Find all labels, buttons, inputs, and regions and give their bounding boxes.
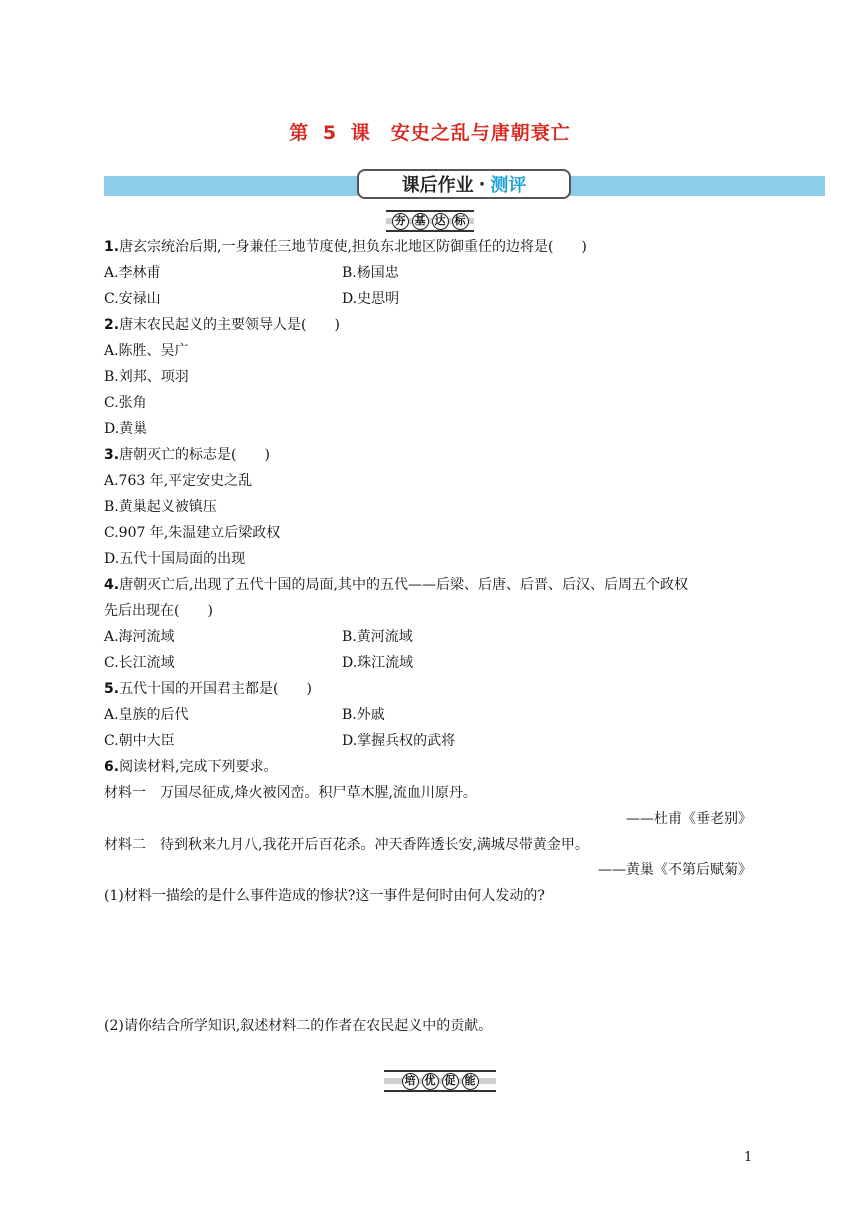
option: A.763 年,平定安史之乱 — [104, 473, 253, 489]
option: B.杨国忠 — [342, 265, 399, 281]
source-2: ——黄巢《不第后赋菊》 — [598, 862, 752, 878]
option: B.黄巢起义被镇压 — [104, 499, 217, 515]
section-char: 培 — [402, 1073, 419, 1090]
question-stem-cont: 先后出现在( ) — [104, 603, 213, 619]
option: D.史思明 — [342, 291, 400, 307]
page-title: 第 5 课 安史之乱与唐朝衰亡 — [289, 122, 571, 144]
option: A.李林甫 — [104, 265, 161, 281]
sub-question-1: (1)材料一描绘的是什么事件造成的惨状?这一事件是何时由何人发动的? — [104, 888, 545, 904]
option: B.外戚 — [342, 707, 385, 723]
question-stem: 1.唐玄宗统治后期,一身兼任三地节度使,担负东北地区防御重任的边将是( ) — [104, 239, 587, 255]
option: D.黄巢 — [104, 421, 148, 437]
option: D.掌握兵权的武将 — [342, 733, 456, 749]
banner-main: 课后作业 — [401, 175, 474, 196]
option: C.长江流域 — [104, 655, 175, 671]
question-stem: 6.阅读材料,完成下列要求。 — [104, 759, 278, 775]
option-row — [104, 264, 399, 282]
question-stem: 4.唐朝灭亡后,出现了五代十国的局面,其中的五代——后梁、后唐、后晋、后汉、后周五个政权 — [104, 577, 688, 593]
option: A.海河流域 — [104, 629, 175, 645]
section-char: 夯 — [392, 213, 409, 230]
option: B.黄河流域 — [342, 629, 413, 645]
section-char: 促 — [442, 1073, 459, 1090]
banner-accent: 测评 — [490, 175, 527, 196]
material-2: 材料二 待到秋来九月八,我花开后百花杀。冲天香阵透长安,满城尽带黄金甲。 — [104, 837, 589, 853]
sub-question-2: (2)请你结合所学知识,叙述材料二的作者在农民起义中的贡献。 — [104, 1018, 493, 1034]
option-row — [104, 706, 385, 724]
page-number: 1 — [744, 1150, 753, 1165]
option-row — [104, 290, 400, 308]
question-stem: 2.唐末农民起义的主要领导人是( ) — [104, 317, 340, 333]
option: B.刘邦、项羽 — [104, 369, 189, 385]
option: D.五代十国局面的出现 — [104, 551, 246, 567]
option: A.陈胜、吴广 — [104, 343, 189, 359]
question-stem: 3.唐朝灭亡的标志是( ) — [104, 447, 270, 463]
material-1: 材料一 万国尽征成,烽火被冈峦。积尸草木腥,流血川原丹。 — [104, 785, 477, 801]
source-1: ——杜甫《垂老别》 — [626, 811, 752, 827]
question-stem: 5.五代十国的开国君主都是( ) — [104, 681, 312, 697]
section-char: 能 — [462, 1073, 479, 1090]
section-char: 优 — [422, 1073, 439, 1090]
option: C.张角 — [104, 395, 147, 411]
option: A.皇族的后代 — [104, 707, 189, 723]
option: C.朝中大臣 — [104, 733, 175, 749]
section-char: 标 — [452, 213, 469, 230]
banner-label — [357, 169, 571, 199]
option-row — [104, 628, 413, 646]
option: D.珠江流域 — [342, 655, 414, 671]
section-tag-basic — [386, 210, 474, 232]
banner-dot: · — [478, 173, 486, 195]
option: C.907 年,朱温建立后梁政权 — [104, 525, 281, 541]
option: C.安禄山 — [104, 291, 161, 307]
section-tag-advanced — [384, 1070, 496, 1092]
section-char: 基 — [412, 213, 429, 230]
option-row — [104, 732, 456, 750]
option-row — [104, 654, 414, 672]
section-char: 达 — [432, 213, 449, 230]
